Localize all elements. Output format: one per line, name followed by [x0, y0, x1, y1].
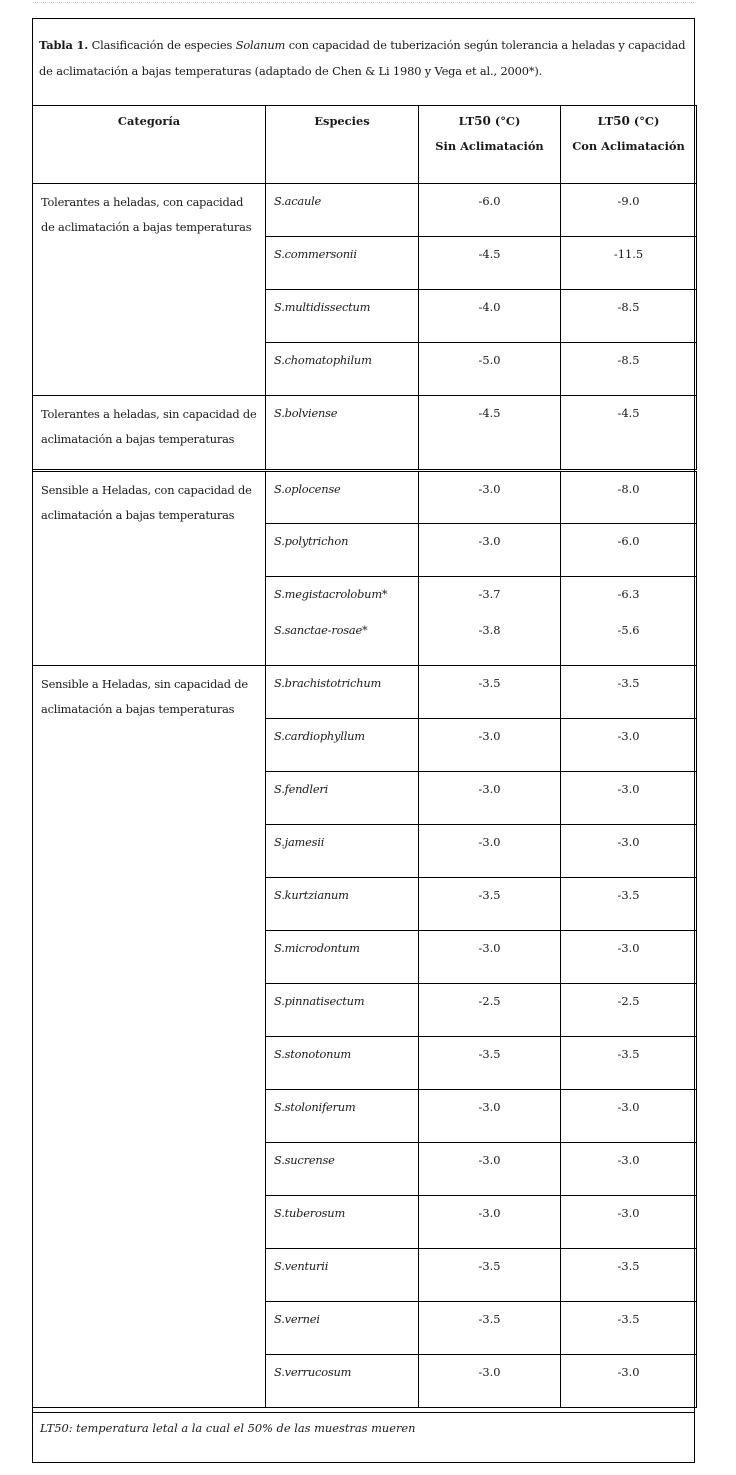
lt-prefix: LT	[458, 114, 475, 128]
lt50-value: -3.7	[478, 587, 501, 601]
table-footnote: LT50: temperatura letal a la cual el 50% de las muestras mueren	[32, 1412, 695, 1463]
lt50-sin-cell	[419, 524, 561, 577]
lt50-value: -6.0	[617, 534, 640, 548]
species-cell	[266, 931, 419, 984]
species-cell	[266, 577, 419, 666]
lt-unit: (°C)	[629, 114, 660, 128]
species-cell	[266, 524, 419, 577]
lt50-sin-cell	[419, 1355, 561, 1408]
species-cell	[266, 666, 419, 719]
lt50-con-cell	[561, 184, 697, 237]
lt50-value: -3.0	[617, 1153, 640, 1167]
lt50-value: -3.0	[617, 941, 640, 955]
lt50-con-cell	[561, 719, 697, 772]
lt50-value: -3.5	[617, 1047, 640, 1061]
lt50-value: -3.0	[478, 1365, 501, 1379]
lt50-con-cell	[561, 1037, 697, 1090]
species-cell	[266, 396, 419, 471]
lt50-value: -3.5	[478, 1047, 501, 1061]
lt50-value: -3.0	[478, 941, 501, 955]
species-name: S.cardiophyllum	[274, 729, 365, 743]
species-cell	[266, 1196, 419, 1249]
caption-label: Tabla 1.	[39, 38, 89, 52]
category-cell: Sensible a Heladas, con capacidad de aclimatación a bajas temperaturas	[33, 471, 266, 666]
species-name: S.commersonii	[274, 247, 357, 261]
species-name: S.pinnatisectum	[274, 994, 365, 1008]
lt50-value: -3.0	[617, 1206, 640, 1220]
caption-text-pre: Clasificación de especies	[88, 38, 236, 52]
caption-text-post: con capacidad de tuberización según tolerancia a heladas y capacidad de aclimatación a bajas temperaturas (adaptado de Chen & Li 1980 y Vega et al., 2000*).	[39, 38, 686, 78]
lt50-con-cell	[561, 577, 697, 666]
lt50-sin-cell	[419, 1196, 561, 1249]
lt-unit: (°C)	[490, 114, 521, 128]
lt50-value: -4.5	[478, 406, 501, 420]
header-sin-label: Sin Aclimatación	[435, 139, 544, 153]
species-name: S.brachistotrichum	[274, 676, 382, 690]
lt-sub: 50	[474, 114, 491, 128]
header-especies: Especies	[266, 106, 419, 184]
lt50-value: -3.0	[478, 782, 501, 796]
lt50-con-cell	[561, 524, 697, 577]
category-cell: Tolerantes a heladas, sin capacidad de aclimatación a bajas temperaturas	[33, 396, 266, 471]
lt50-con-cell	[561, 1355, 697, 1408]
species-cell	[266, 1355, 419, 1408]
lt50-value: -3.0	[478, 835, 501, 849]
species-name: S.venturii	[274, 1259, 329, 1273]
category-cell: Sensible a Heladas, sin capacidad de aclimatación a bajas temperaturas	[33, 666, 266, 1408]
lt50-sin-cell	[419, 1143, 561, 1196]
lt-sub: 50	[613, 114, 630, 128]
species-cell	[266, 1302, 419, 1355]
lt50-con-cell	[561, 1249, 697, 1302]
species-name: S.sanctae-rosae*	[274, 623, 368, 637]
species-cell	[266, 343, 419, 396]
category-cell: Tolerantes a heladas, con capacidad de aclimatación a bajas temperaturas	[33, 184, 266, 396]
lt50-sin-cell	[419, 719, 561, 772]
table-row	[33, 396, 697, 471]
lt50-value: -2.5	[617, 994, 640, 1008]
lt50-value: -8.5	[617, 353, 640, 367]
lt50-sin-cell	[419, 1302, 561, 1355]
lt50-value: -4.0	[478, 300, 501, 314]
lt50-con-cell	[561, 931, 697, 984]
species-name: S.megistacrolobum*	[274, 587, 388, 601]
species-name: S.microdontum	[274, 941, 360, 955]
lt50-con-cell	[561, 878, 697, 931]
lt50-value: -8.5	[617, 300, 640, 314]
lt50-value: -3.0	[478, 1206, 501, 1220]
species-cell	[266, 237, 419, 290]
species-table	[32, 105, 697, 1408]
species-cell	[266, 1249, 419, 1302]
lt50-value: -3.5	[617, 676, 640, 690]
lt50-sin-cell	[419, 471, 561, 524]
species-name: S.sucrense	[274, 1153, 335, 1167]
lt50-sin-cell	[419, 825, 561, 878]
lt50-value: -3.0	[478, 1153, 501, 1167]
species-name: S.stoloniferum	[274, 1100, 356, 1114]
lt50-value: -11.5	[613, 247, 644, 261]
lt50-sin-cell	[419, 1090, 561, 1143]
lt50-value: -3.5	[617, 1312, 640, 1326]
species-cell	[266, 1090, 419, 1143]
lt50-value: -2.5	[478, 994, 501, 1008]
lt50-value: -5.0	[478, 353, 501, 367]
lt50-con-cell	[561, 666, 697, 719]
species-name: S.kurtzianum	[274, 888, 349, 902]
lt-prefix: LT	[597, 114, 614, 128]
species-cell	[266, 471, 419, 524]
lt50-con-cell	[561, 772, 697, 825]
species-cell	[266, 1143, 419, 1196]
lt50-sin-cell	[419, 772, 561, 825]
lt50-value: -4.5	[478, 247, 501, 261]
lt50-value: -3.0	[478, 534, 501, 548]
lt50-value: -3.5	[478, 888, 501, 902]
species-name: S.fendleri	[274, 782, 329, 796]
lt50-sin-cell	[419, 184, 561, 237]
lt50-con-cell	[561, 290, 697, 343]
lt50-con-cell	[561, 825, 697, 878]
lt50-value: -6.3	[617, 587, 640, 601]
lt50-value: -3.0	[617, 1100, 640, 1114]
header-lt50-con	[561, 106, 697, 184]
lt50-value: -3.0	[617, 1365, 640, 1379]
lt50-con-cell	[561, 471, 697, 524]
lt50-value: -8.0	[617, 482, 640, 496]
lt50-con-cell	[561, 1196, 697, 1249]
lt50-value: -3.0	[617, 782, 640, 796]
lt50-value: -3.5	[478, 1259, 501, 1273]
lt50-sin-cell	[419, 290, 561, 343]
table-body	[33, 184, 697, 1408]
species-cell	[266, 184, 419, 237]
species-name: S.acaule	[274, 194, 322, 208]
species-cell	[266, 772, 419, 825]
lt50-value: -3.0	[478, 1100, 501, 1114]
lt50-con-cell	[561, 984, 697, 1037]
lt50-sin-cell	[419, 1037, 561, 1090]
lt50-value: -5.6	[617, 623, 640, 637]
species-cell	[266, 825, 419, 878]
species-name: S.vernei	[274, 1312, 320, 1326]
species-name: S.polytrichon	[274, 534, 349, 548]
lt50-con-cell	[561, 343, 697, 396]
species-cell	[266, 290, 419, 343]
header-row	[33, 106, 697, 184]
species-name: S.chomatophilum	[274, 353, 372, 367]
species-cell	[266, 1037, 419, 1090]
lt50-sin-cell	[419, 666, 561, 719]
species-cell	[266, 878, 419, 931]
lt50-con-cell	[561, 1302, 697, 1355]
lt50-sin-cell	[419, 984, 561, 1037]
caption-genus: Solanum	[235, 38, 286, 52]
species-cell	[266, 984, 419, 1037]
lt50-sin-cell	[419, 237, 561, 290]
species-name: S.bolviense	[274, 406, 338, 420]
lt50-sin-cell	[419, 1249, 561, 1302]
lt50-value: -3.5	[617, 888, 640, 902]
lt50-con-cell	[561, 1090, 697, 1143]
lt50-value: -9.0	[617, 194, 640, 208]
species-name: S.multidissectum	[274, 300, 371, 314]
lt50-value: -3.5	[478, 1312, 501, 1326]
lt50-sin-cell	[419, 343, 561, 396]
header-con-label: Con Aclimatación	[572, 139, 685, 153]
species-name: S.stonotonum	[274, 1047, 352, 1061]
lt50-sin-cell	[419, 931, 561, 984]
lt50-con-cell	[561, 396, 697, 471]
species-name: S.oplocense	[274, 482, 341, 496]
lt50-sin-cell	[419, 878, 561, 931]
lt50-con-cell	[561, 1143, 697, 1196]
lt50-value: -3.0	[478, 482, 501, 496]
lt50-value: -3.0	[478, 729, 501, 743]
lt50-sin-cell	[419, 577, 561, 666]
species-name: S.jamesii	[274, 835, 325, 849]
lt50-value: -3.0	[617, 729, 640, 743]
top-divider	[33, 2, 696, 3]
lt50-value: -3.8	[478, 623, 501, 637]
lt50-value: -4.5	[617, 406, 640, 420]
header-categoria: Categoría	[33, 106, 266, 184]
lt50-con-cell	[561, 237, 697, 290]
species-cell	[266, 719, 419, 772]
header-lt50-sin	[419, 106, 561, 184]
table-caption	[32, 18, 695, 106]
lt50-value: -3.5	[617, 1259, 640, 1273]
lt50-value: -3.0	[617, 835, 640, 849]
lt50-value: -6.0	[478, 194, 501, 208]
lt50-value: -3.5	[478, 676, 501, 690]
table-row	[33, 471, 697, 524]
table-row	[33, 666, 697, 719]
species-name: S.tuberosum	[274, 1206, 346, 1220]
lt50-sin-cell	[419, 396, 561, 471]
species-name: S.verrucosum	[274, 1365, 352, 1379]
table-row	[33, 184, 697, 237]
